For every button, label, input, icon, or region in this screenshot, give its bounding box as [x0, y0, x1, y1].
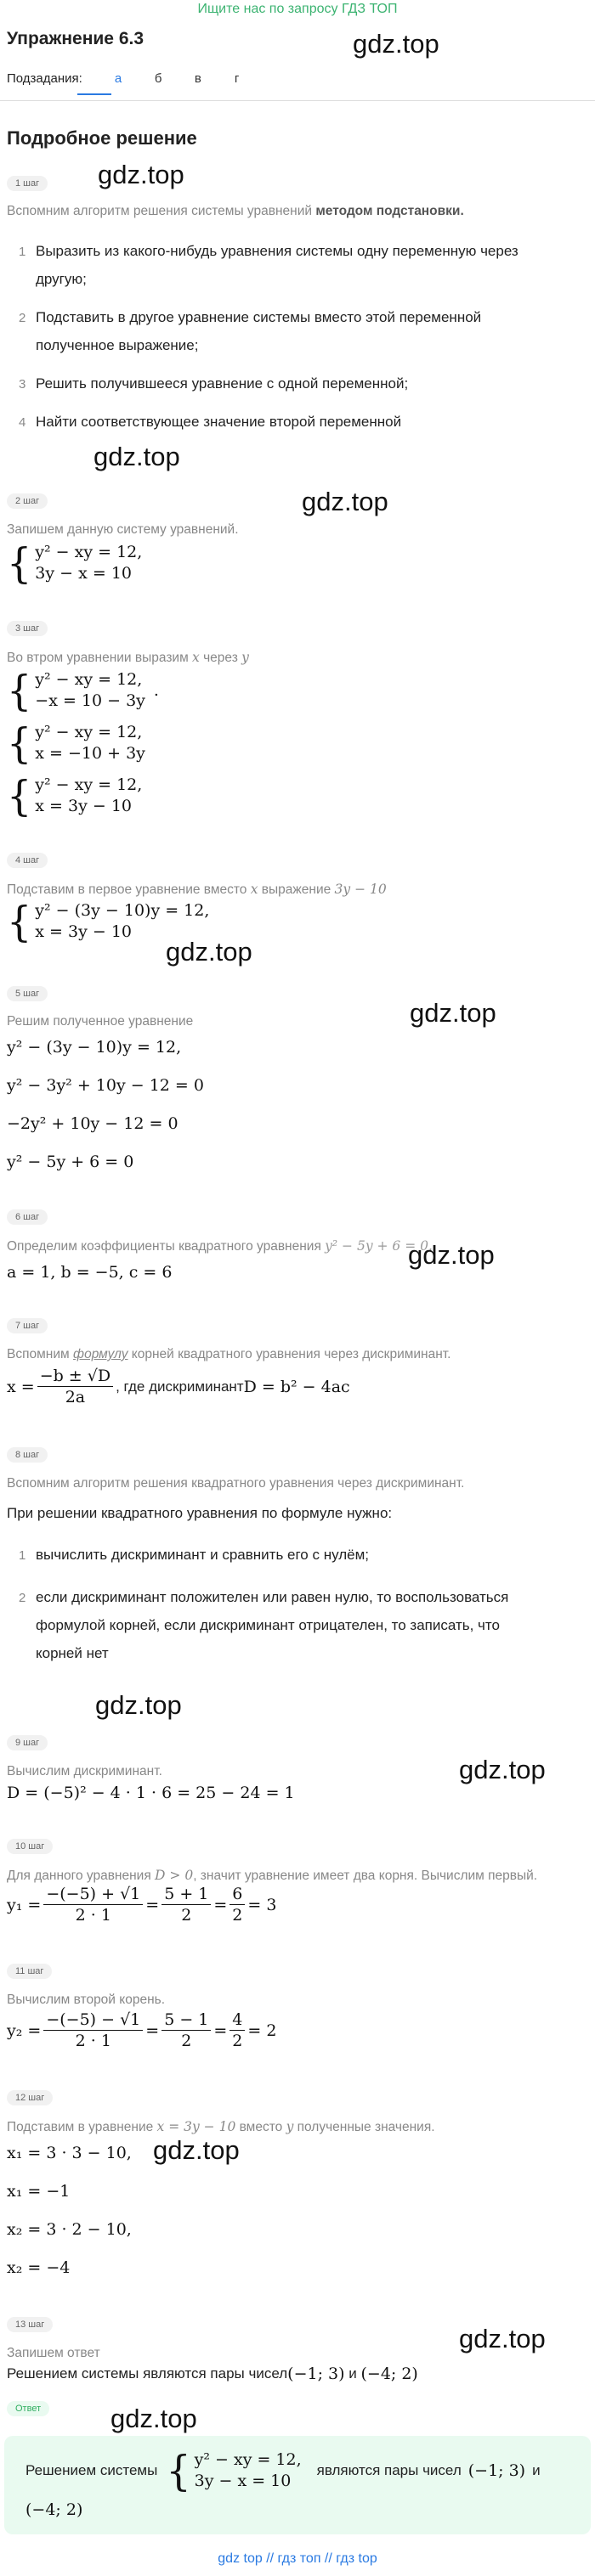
page-title: Упражнение 6.3 [7, 29, 144, 48]
equation: x = −10 + 3y [35, 744, 145, 763]
list-number: 3 [19, 377, 26, 392]
step-badge-4: 4 шаг [7, 853, 48, 868]
brace: { [7, 666, 32, 715]
step11-text: Вычислим второй корень. [7, 1993, 166, 2007]
list-item: Выразить из какого-нибудь уравнения системы одну переменную через [36, 243, 518, 259]
tab-a[interactable]: а [114, 71, 122, 86]
step8-lead: При решении квадратного уравнения по формуле нужно: [7, 1505, 393, 1521]
step-badge-2: 2 шаг [7, 493, 48, 509]
list-item: полученное выражение; [36, 337, 199, 353]
active-tab-underline [77, 93, 111, 95]
watermark: gdz.top [94, 442, 180, 471]
watermark: gdz.top [353, 29, 439, 59]
list-item: Подставить в другое уравнение системы вместо этой переменной [36, 309, 482, 325]
equation: y² − xy = 12, [35, 543, 143, 561]
list-item: формулой корней, если дискриминант отрицателен, то записать, что [36, 1617, 500, 1633]
equation: x₁ = −1 [7, 2182, 71, 2201]
step-badge-6: 6 шаг [7, 1209, 48, 1225]
equation: x₂ = −4 [7, 2258, 71, 2277]
subtasks-label: Подзадания: [7, 71, 82, 86]
watermark: gdz.top [153, 2135, 240, 2165]
watermark: gdz.top [110, 2404, 197, 2433]
tab-v[interactable]: в [194, 71, 201, 86]
system [7, 666, 159, 715]
watermark: gdz.top [459, 1755, 546, 1784]
step-badge-1: 1 шаг [7, 176, 48, 191]
step-badge-9: 9 шаг [7, 1735, 48, 1750]
coefficients: a = 1, b = −5, c = 6 [7, 1263, 173, 1282]
watermark: gdz.top [459, 2324, 546, 2353]
discriminant: D = (−5)² − 4 · 1 · 6 = 25 − 24 = 1 [7, 1784, 295, 1802]
step12-text: Подставим в уравнение x = 3y − 10 вместо y полученные значения. [7, 2119, 435, 2134]
watermark: gdz.top [166, 937, 252, 967]
step-badge-13: 13 шаг [7, 2317, 53, 2332]
brace: { [7, 897, 32, 946]
list-item: если дискриминант положителен или равен нулю, то воспользоваться [36, 1589, 509, 1605]
equation: y² − xy = 12, [35, 723, 143, 741]
equation: x₁ = 3 · 3 − 10, [7, 2144, 132, 2162]
list-item: Решить получившееся уравнение с одной переменной; [36, 375, 409, 392]
list-number: 1 [19, 1548, 26, 1563]
watermark: gdz.top [408, 1240, 495, 1270]
list-item: вычислить дискриминант и сравнить его с нулём; [36, 1547, 370, 1563]
watermark: gdz.top [302, 487, 388, 516]
step-badge-11: 11 шаг [7, 1964, 52, 1979]
watermark: gdz.top [98, 160, 184, 189]
root2: y₂ = $\frac{-(-5) - √1}{2 \cdot 1}$ = $\frac{5 - 1}{2}$ = $\frac{4}{2}$ = 2 [7, 2010, 277, 2050]
list-number: 2 [19, 1591, 26, 1605]
step-badge-5: 5 шаг [7, 986, 48, 1001]
step13-text: Запишем ответ [7, 2346, 100, 2360]
system [7, 538, 143, 588]
equation: y² − xy = 12, [194, 2450, 302, 2469]
brace: { [166, 2446, 191, 2495]
step-badge-7: 7 шаг [7, 1318, 48, 1333]
step8-text: Вспомним алгоритм решения квадратного уравнения через дискриминант. [7, 1476, 465, 1491]
step-badge-3: 3 шаг [7, 621, 48, 636]
equation: y² − 5y + 6 = 0 [7, 1153, 134, 1171]
step7-text: Вспомним формулу корней квадратного уравнения через дискриминант. [7, 1347, 451, 1361]
answer-badge: Ответ [7, 2401, 49, 2416]
step9-text: Вычислим дискриминант. [7, 1764, 162, 1778]
equation: y² − 3y² + 10y − 12 = 0 [7, 1076, 204, 1095]
section-title: Подробное решение [7, 127, 197, 149]
root1: y₁ = $\frac{-(-5) + √1}{2 \cdot 1}$ = $\frac{5 + 1}{2}$ = $\frac{6}{2}$ = 3 [7, 1885, 277, 1925]
list-number: 2 [19, 311, 26, 325]
list-number: 1 [19, 245, 26, 259]
equation: y² − (3y − 10)y = 12, [7, 1038, 182, 1057]
watermark: gdz.top [410, 998, 496, 1028]
brace: { [7, 719, 32, 768]
equation: y² − xy = 12, [35, 670, 143, 689]
list-item: Найти соответствующее значение второй переменной [36, 414, 402, 430]
step-badge-10: 10 шаг [7, 1839, 53, 1854]
list-number: 4 [19, 415, 26, 430]
brace: { [7, 538, 32, 588]
equation: y² − xy = 12, [35, 775, 143, 794]
step2-text: Запишем данную систему уравнений. [7, 522, 239, 537]
step-badge-12: 12 шаг [7, 2090, 53, 2105]
divider [0, 100, 595, 101]
tab-g[interactable]: г [234, 71, 240, 86]
subtasks-row [7, 71, 268, 86]
equation: 3y − x = 10 [194, 2472, 292, 2490]
equation: x₂ = 3 · 2 − 10, [7, 2220, 132, 2239]
answer-content: Решением системы { y² − xy = 12, 3y − x = 10 являются пары чисел (−1; 3) и [26, 2446, 541, 2495]
equation: x = 3y − 10 [35, 922, 132, 941]
root-formula: x = $\frac{-b \pm √D}{2a}$ , где дискриминант D = b² − 4ac [7, 1367, 350, 1406]
brace: { [7, 771, 32, 820]
answer-pair-2: (−4; 2) [26, 2500, 83, 2519]
system [7, 719, 145, 768]
step5-text: Решим полученное уравнение [7, 1014, 194, 1029]
step3-text: Во втром уравнении выразим x через y [7, 650, 249, 665]
list-item: другую; [36, 271, 87, 287]
equation: −2y² + 10y − 12 = 0 [7, 1114, 178, 1133]
promo-text[interactable]: Ищите нас по запросу ГДЗ ТОП [197, 2, 398, 16]
equation: x = 3y − 10 [35, 797, 132, 815]
equation: y² − (3y − 10)y = 12, [35, 901, 210, 920]
step1-intro: Вспомним алгоритм решения системы уравнений методом подстановки. [7, 204, 464, 218]
tab-b[interactable]: б [154, 71, 162, 86]
step10-text: Для данного уравнения D > 0, значит уравнение имеет два корня. Вычислим первый. [7, 1868, 538, 1883]
step13-answer-line: Решением системы являются пары чисел (−1; 3) и (−4; 2) [7, 2365, 418, 2383]
list-item: корней нет [36, 1645, 109, 1661]
period: . [153, 681, 159, 700]
system [7, 771, 143, 820]
step6-text: Определим коэффициенты квадратного уравнения y² − 5y + 6 = 0. [7, 1238, 433, 1254]
equation: −x = 10 − 3y [35, 691, 145, 710]
step-badge-8: 8 шаг [7, 1447, 48, 1463]
step4-text: Подставим в первое уравнение вместо x выражение 3y − 10 [7, 882, 387, 897]
equation: 3y − x = 10 [35, 564, 132, 583]
watermark: gdz.top [95, 1690, 182, 1720]
footer-links[interactable]: gdz top // гдз топ // гдз top [218, 2551, 377, 2566]
